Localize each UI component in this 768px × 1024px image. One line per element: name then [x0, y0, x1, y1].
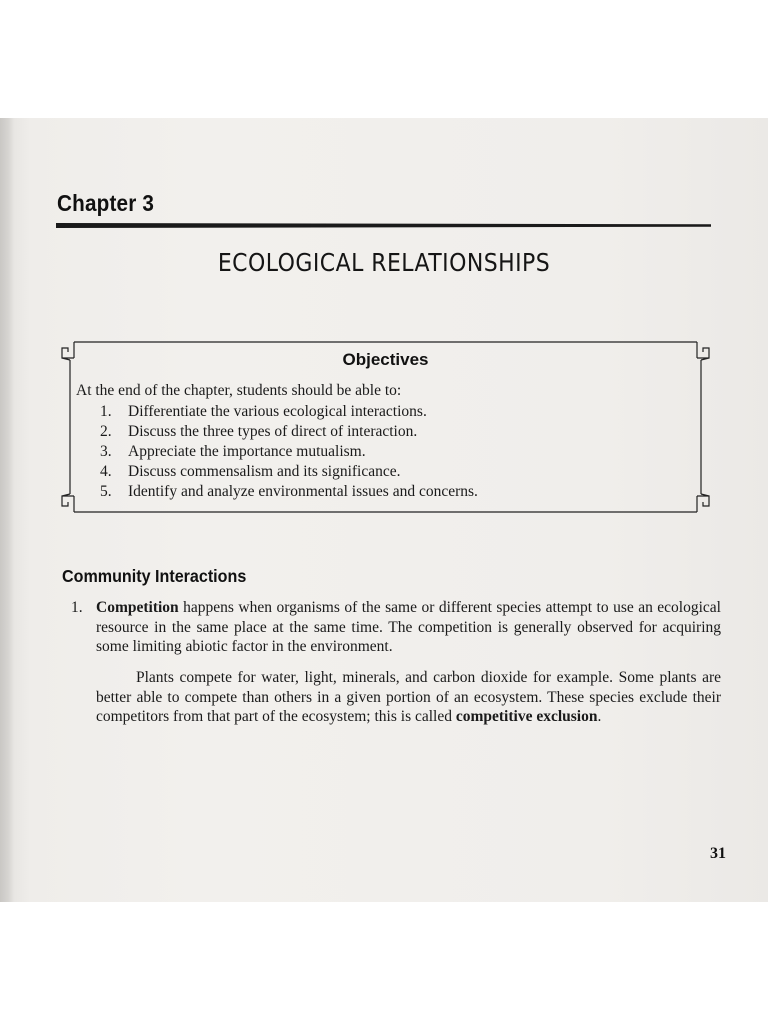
- chapter-title: ECOLOGICAL RELATIONSHIPS: [217, 248, 551, 277]
- objectives-list: [100, 402, 478, 502]
- paragraph-competition: Competition happens when organisms of the same or different species attempt to use an ecological resource in the same place at the same time. The competition is generally observed for acquiring some limiting abiotic factor in the environment.: [96, 599, 721, 655]
- page-number: 31: [710, 845, 726, 862]
- section-heading: Community Interactions: [62, 566, 247, 586]
- list-item: 1. Differentiate the various ecological interactions.: [100, 403, 427, 420]
- term-competitive-exclusion: competitive exclusion: [455, 708, 598, 725]
- book-spine-shadow: [0, 118, 14, 902]
- paragraph-plants: Plants compete for water, light, minerals, and carbon dioxide for example. Some plants are better able to compete than others in a given portion of an ecosystem. These species exclude their competitors from that part of the ecosystem; this is called competitive exclusion.: [96, 669, 721, 725]
- item-number: 1.: [71, 599, 83, 616]
- list-item: 3. Appreciate the importance mutualism.: [100, 443, 366, 460]
- objectives-intro: At the end of the chapter, students should be able to:: [76, 382, 402, 399]
- objectives-heading: Objectives: [342, 350, 429, 369]
- list-item: 2. Discuss the three types of direct of interaction.: [100, 423, 418, 440]
- objectives-box: [60, 338, 711, 516]
- list-item: 5. Identify and analyze environmental issues and concerns.: [100, 483, 478, 500]
- list-item: 4. Discuss commensalism and its significance.: [100, 463, 401, 480]
- term-competition: Competition: [96, 599, 179, 616]
- chapter-number: Chapter 3: [57, 190, 155, 216]
